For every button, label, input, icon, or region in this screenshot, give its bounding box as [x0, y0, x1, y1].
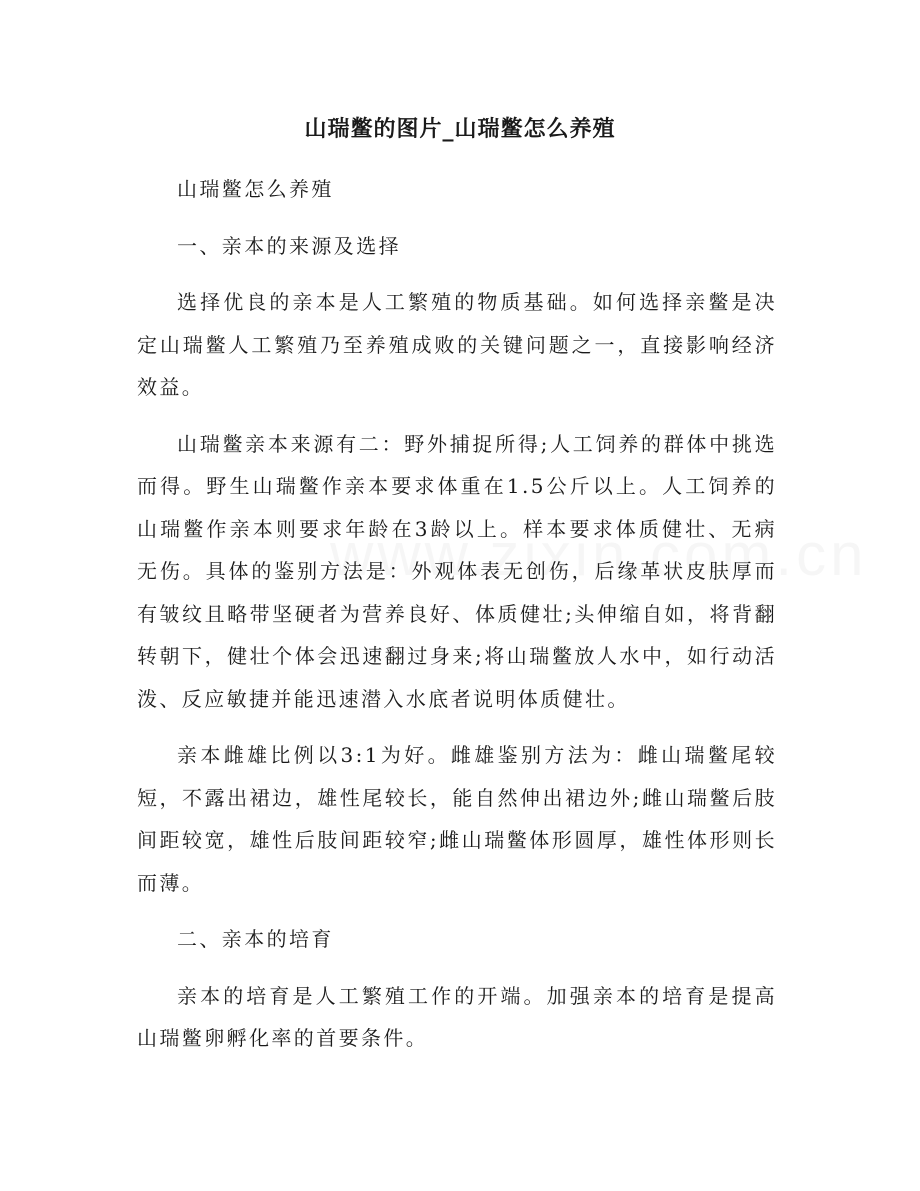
section-heading-main: 山瑞鳖怎么养殖: [177, 177, 334, 201]
section-heading-1: 一、亲本的来源及选择: [177, 233, 401, 258]
document-body: [137, 168, 777, 1074]
section-heading-2: 二、亲本的培育: [177, 927, 334, 951]
page-title: 山瑞鳖的图片_山瑞鳖怎么养殖: [304, 116, 616, 142]
paragraph-2: 山瑞鳖亲本来源有二：野外捕捉所得;人工饲养的群体中挑选而得。野生山瑞鳖作亲本要求体重在1.5公斤以上。人工饲养的山瑞鳖作亲本则要求年龄在3龄以上。样本要求体质健壮、无病无伤。具体的鉴别方法是：外观体表无创伤，后缘革状皮肤厚而有皱纹且略带坚硬者为营养良好、体质健壮;头伸缩自如，将背翻转朝下，健壮个体会迅速翻过身来;将山瑞鳖放人水中，如行动活泼、反应敏捷并能迅速潜入水底者说明体质健壮。: [137, 431, 777, 711]
paragraph-4: 亲本的培育是人工繁殖工作的开端。加强亲本的培育是提高山瑞鳖卵孵化率的首要条件。: [137, 983, 777, 1050]
paragraph-1: 选择优良的亲本是人工繁殖的物质基础。如何选择亲鳖是决定山瑞鳖人工繁殖乃至养殖成败的关键问题之一，直接影响经济效益。: [137, 290, 777, 399]
paragraph-3: 亲本雌雄比例以3:1为好。雌雄鉴别方法为：雌山瑞鳖尾较短，不露出裙边，雄性尾较长，能自然伸出裙边外;雌山瑞鳖后肢间距较宽，雄性后肢间距较窄;雌山瑞鳖体形圆厚，雄性体形则长而薄。: [137, 743, 777, 895]
